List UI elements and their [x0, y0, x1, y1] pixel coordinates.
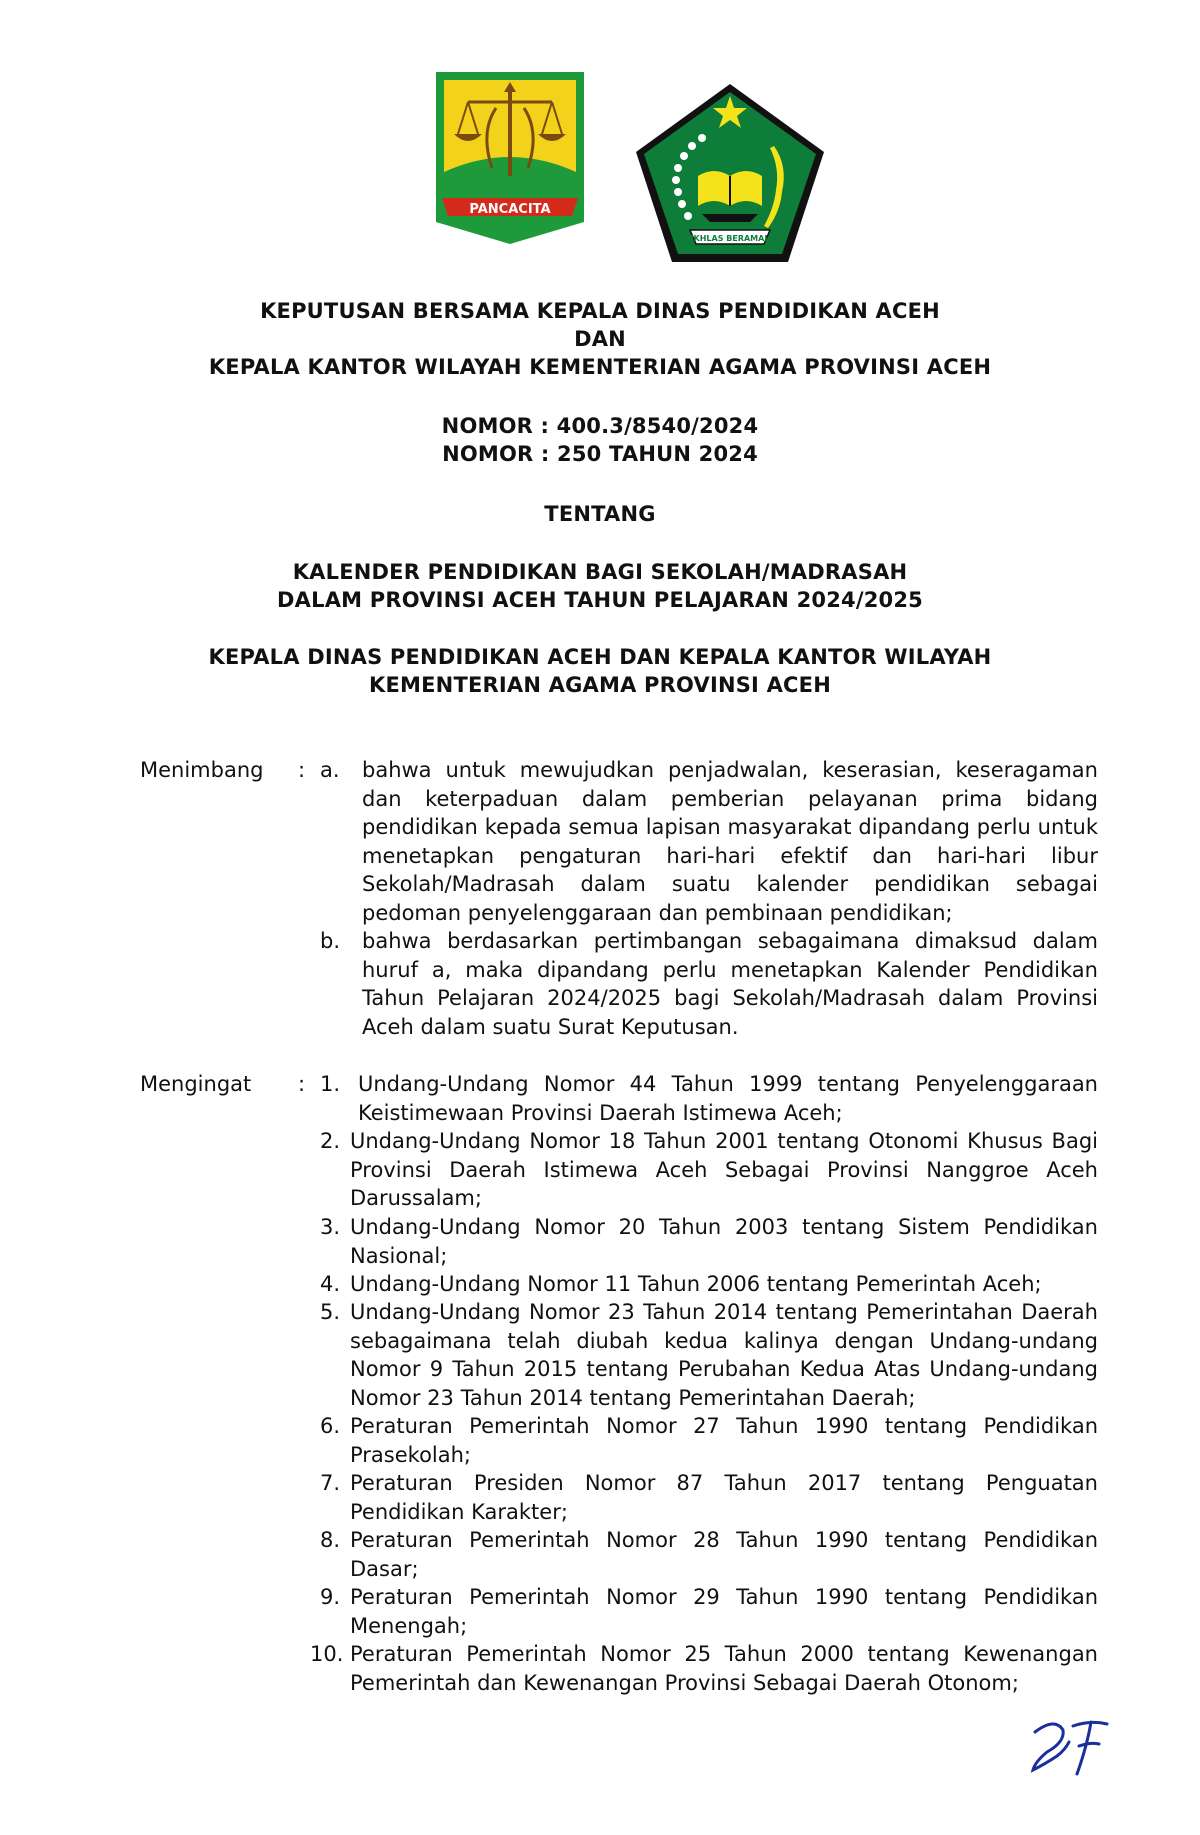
decision-numbers [0, 412, 1200, 468]
item-marker: 8. [320, 1528, 341, 1552]
item-text: Peraturan Pemerintah Nomor 29 Tahun 1990 tentang Pendidikan Menengah; [350, 1585, 1098, 1638]
item-text: Undang-Undang Nomor 20 Tahun 2003 tentang Sistem Pendidikan Nasional; [350, 1215, 1098, 1268]
authority-heading [0, 643, 1200, 699]
mengingat-colon: : [298, 1072, 306, 1096]
item-marker: 10. [310, 1642, 344, 1666]
item-marker: b. [320, 929, 341, 953]
aceh-government-logo-icon [430, 72, 590, 244]
initial-signature-icon [1025, 1712, 1115, 1782]
item-marker: a. [320, 758, 340, 782]
svg-text:PANCACITA: PANCACITA [469, 202, 551, 217]
item-text: Undang-Undang Nomor 18 Tahun 2001 tentang Otonomi Khusus Bagi Provinsi Daerah Istimewa Aceh Sebagai Provinsi Nanggroe Aceh Darussalam; [350, 1129, 1098, 1210]
menimbang-colon: : [298, 758, 306, 782]
item-text: Undang-Undang Nomor 44 Tahun 1999 tentang Penyelenggaraan Keistimewaan Provinsi Daerah Istimewa Aceh; [358, 1072, 1098, 1125]
menimbang-label: Menimbang [140, 758, 264, 782]
item-marker: 2. [320, 1129, 341, 1153]
subject-line: KALENDER PENDIDIKAN BAGI SEKOLAH/MADRASAH [292, 560, 908, 584]
authority-line: KEPALA DINAS PENDIDIKAN ACEH DAN KEPALA KANTOR WILAYAH [208, 645, 992, 669]
item-marker: 1. [320, 1072, 341, 1096]
item-text: Peraturan Pemerintah Nomor 27 Tahun 1990 tentang Pendidikan Prasekolah; [350, 1414, 1098, 1467]
title-line: KEPALA KANTOR WILAYAH KEMENTERIAN AGAMA PROVINSI ACEH [208, 355, 992, 379]
about-heading: TENTANG [544, 502, 656, 526]
subject-line: DALAM PROVINSI ACEH TAHUN PELAJARAN 2024/2025 [277, 588, 923, 612]
item-marker: 4. [320, 1272, 341, 1296]
logo-row [0, 72, 1200, 252]
item-marker: 5. [320, 1300, 341, 1324]
item-text: Undang-Undang Nomor 23 Tahun 2014 tentang Pemerintahan Daerah sebagaimana telah diubah kedua kalinya dengan Undang-undang Nomor 9 Tahun 2015 tentang Perubahan Kedua Atas Undang-undang Nomor 23 Tahun 2014 tentang Pemerintahan Daerah; [350, 1300, 1098, 1410]
authority-line: KEMENTERIAN AGAMA PROVINSI ACEH [369, 673, 831, 697]
item-text: Undang-Undang Nomor 11 Tahun 2006 tentang Pemerintah Aceh; [350, 1272, 1042, 1296]
item-text: Peraturan Presiden Nomor 87 Tahun 2017 tentang Penguatan Pendidikan Karakter; [350, 1471, 1098, 1524]
item-text: Peraturan Pemerintah Nomor 28 Tahun 1990 tentang Pendidikan Dasar; [350, 1528, 1098, 1581]
mengingat-label: Mengingat [140, 1072, 252, 1096]
item-marker: 6. [320, 1414, 341, 1438]
item-marker: 9. [320, 1585, 341, 1609]
item-marker: 3. [320, 1215, 341, 1239]
kemenag-logo-icon [632, 82, 828, 264]
subject-heading [0, 558, 1200, 614]
number-line: NOMOR : 400.3/8540/2024 [441, 414, 759, 438]
item-text: bahwa untuk mewujudkan penjadwalan, keserasian, keseragaman dan keterpaduan dalam pemberian pelayanan prima bidang pendidikan kepada semua lapisan masyarakat dipandang perlu untuk menetapkan pengaturan hari-hari efektif dan hari-hari libur Sekolah/Madrasah dalam suatu kalender pendidikan sebagai pedoman penyelenggaraan dan pembinaan pendidikan; [362, 758, 1098, 925]
number-line: NOMOR : 250 TAHUN 2024 [442, 442, 758, 466]
item-text: Peraturan Pemerintah Nomor 25 Tahun 2000 tentang Kewenangan Pemerintah dan Kewenangan Provinsi Sebagai Daerah Otonom; [350, 1642, 1098, 1695]
decision-title [0, 297, 1200, 381]
title-line: DAN [574, 327, 626, 351]
title-line: KEPUTUSAN BERSAMA KEPALA DINAS PENDIDIKAN ACEH [260, 299, 940, 323]
item-text: bahwa berdasarkan pertimbangan sebagaimana dimaksud dalam huruf a, maka dipandang perlu menetapkan Kalender Pendidikan Tahun Pelajaran 2024/2025 bagi Sekolah/Madrasah dalam Provinsi Aceh dalam suatu Surat Keputusan. [362, 929, 1098, 1039]
svg-text:IKHLAS BERAMAL: IKHLAS BERAMAL [690, 234, 770, 243]
item-marker: 7. [320, 1471, 341, 1495]
